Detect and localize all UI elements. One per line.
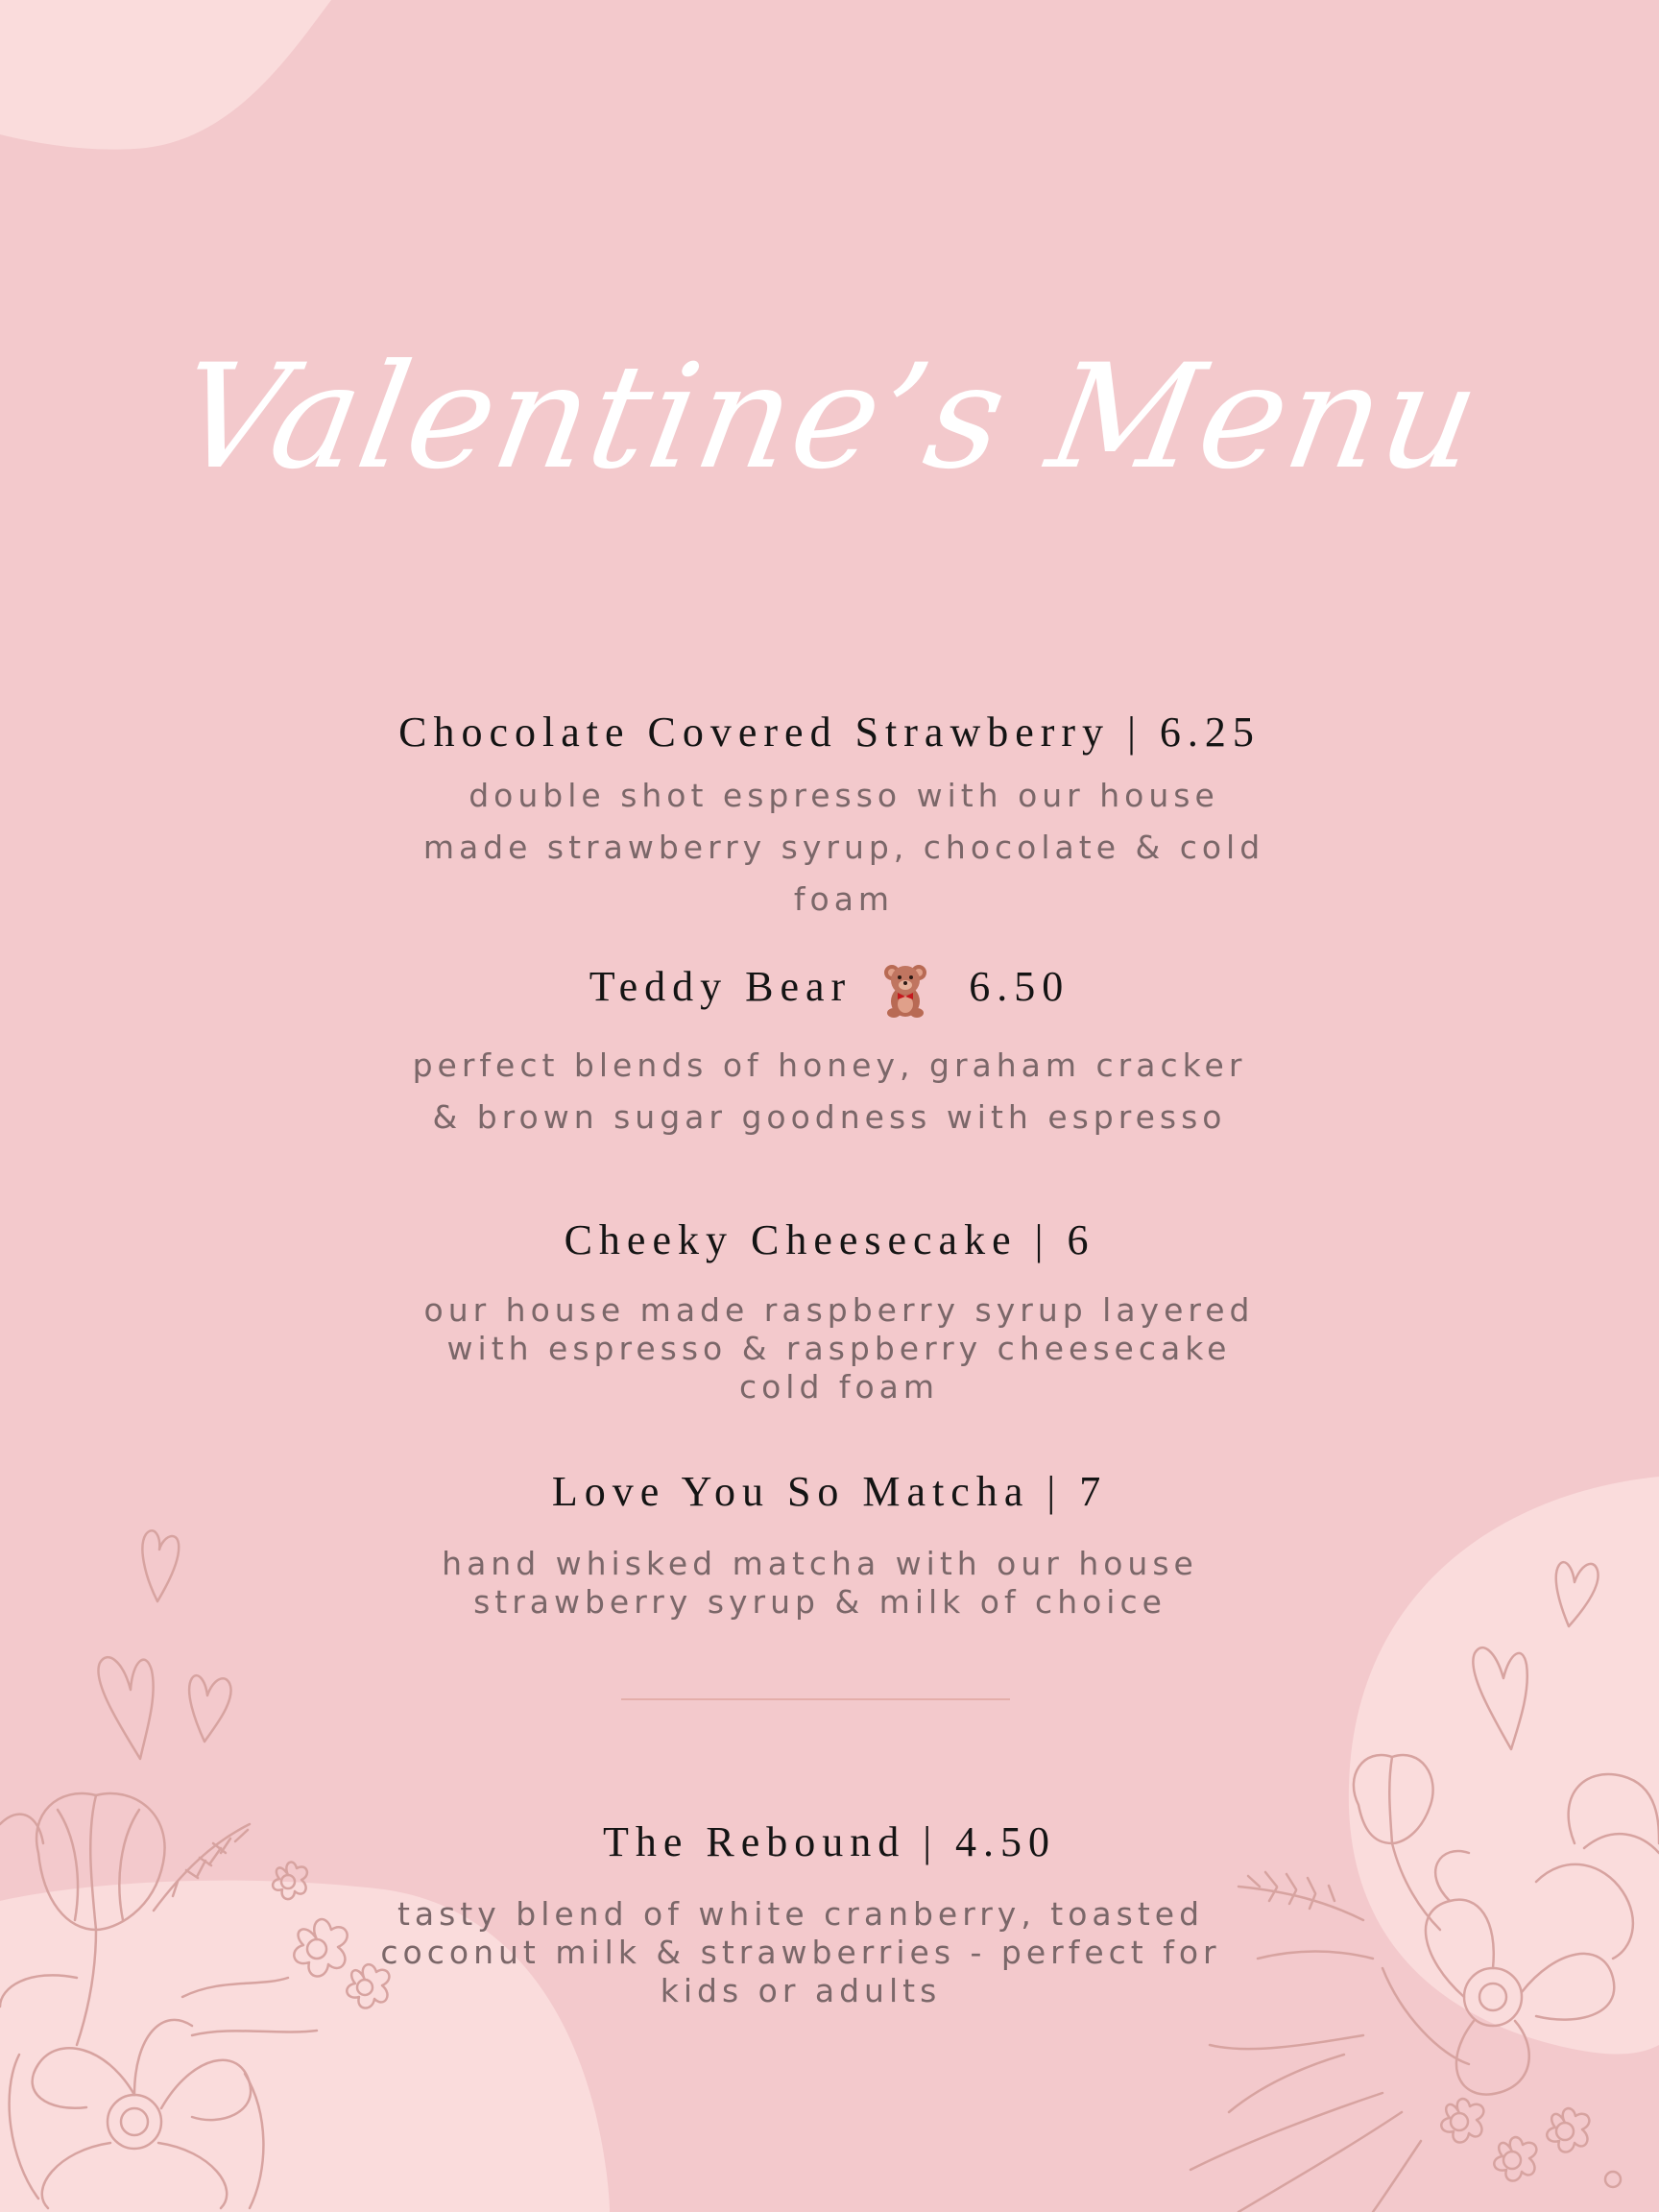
menu-item xyxy=(349,1817,1310,2010)
heart-outline-icon xyxy=(142,1530,179,1601)
menu-item-name: Love You So Matcha xyxy=(551,1468,1030,1515)
menu-item-heading xyxy=(349,962,1310,1019)
price-separator: | xyxy=(1127,709,1142,756)
heart-outline-icon xyxy=(1473,1647,1527,1749)
menu-item-price: 6.50 xyxy=(969,963,1070,1010)
menu-item-description: double shot espresso with our house made strawberry syrup, chocolate & cold foam xyxy=(422,777,1265,918)
menu-item-heading xyxy=(349,1467,1310,1516)
flower-bouquet-icon xyxy=(0,1793,389,2208)
menu-item-name: Chocolate Covered Strawberry xyxy=(398,709,1111,756)
menu-item-name: Teddy Bear xyxy=(589,963,853,1010)
menu-item xyxy=(349,708,1310,926)
divider xyxy=(621,1698,1010,1700)
menu-item xyxy=(349,1467,1310,1622)
menu-item-heading xyxy=(349,708,1310,757)
teddy-bear-icon xyxy=(882,963,928,1019)
menu-item-description: perfect blends of honey, graham cracker & brown sugar goodness with espresso xyxy=(412,1046,1247,1136)
menu-item xyxy=(349,962,1310,1143)
menu-item-description: our house made raspberry syrup layered with espresso & raspberry cheesecake cold foam xyxy=(423,1291,1255,1406)
menu-item-price: 7 xyxy=(1079,1468,1108,1515)
menu-item-price: 6.25 xyxy=(1159,709,1261,756)
menu-item xyxy=(349,1215,1310,1407)
menu-item-price: 6 xyxy=(1067,1216,1095,1263)
menu-item-heading xyxy=(349,1817,1310,1866)
menu-item-name: Cheeky Cheesecake xyxy=(564,1216,1018,1263)
heart-outline-icon xyxy=(189,1675,230,1742)
menu-item-heading xyxy=(349,1215,1310,1264)
price-separator: | xyxy=(1034,1216,1050,1263)
menu-item-price: 4.50 xyxy=(955,1818,1057,1865)
price-separator: | xyxy=(1046,1468,1063,1515)
menu-title: Valentine’s Menu xyxy=(166,334,1493,501)
heart-outline-icon xyxy=(98,1657,153,1759)
menu-item-description: hand whisked matcha with our house strawberry syrup & milk of choice xyxy=(442,1545,1198,1621)
heart-outline-icon xyxy=(1556,1562,1599,1626)
menu-item-description: tasty blend of white cranberry, toasted coconut milk & strawberries - perfect for kids or adults xyxy=(380,1895,1221,2009)
price-separator: | xyxy=(923,1818,939,1865)
menu-item-name: The Rebound xyxy=(602,1818,906,1865)
